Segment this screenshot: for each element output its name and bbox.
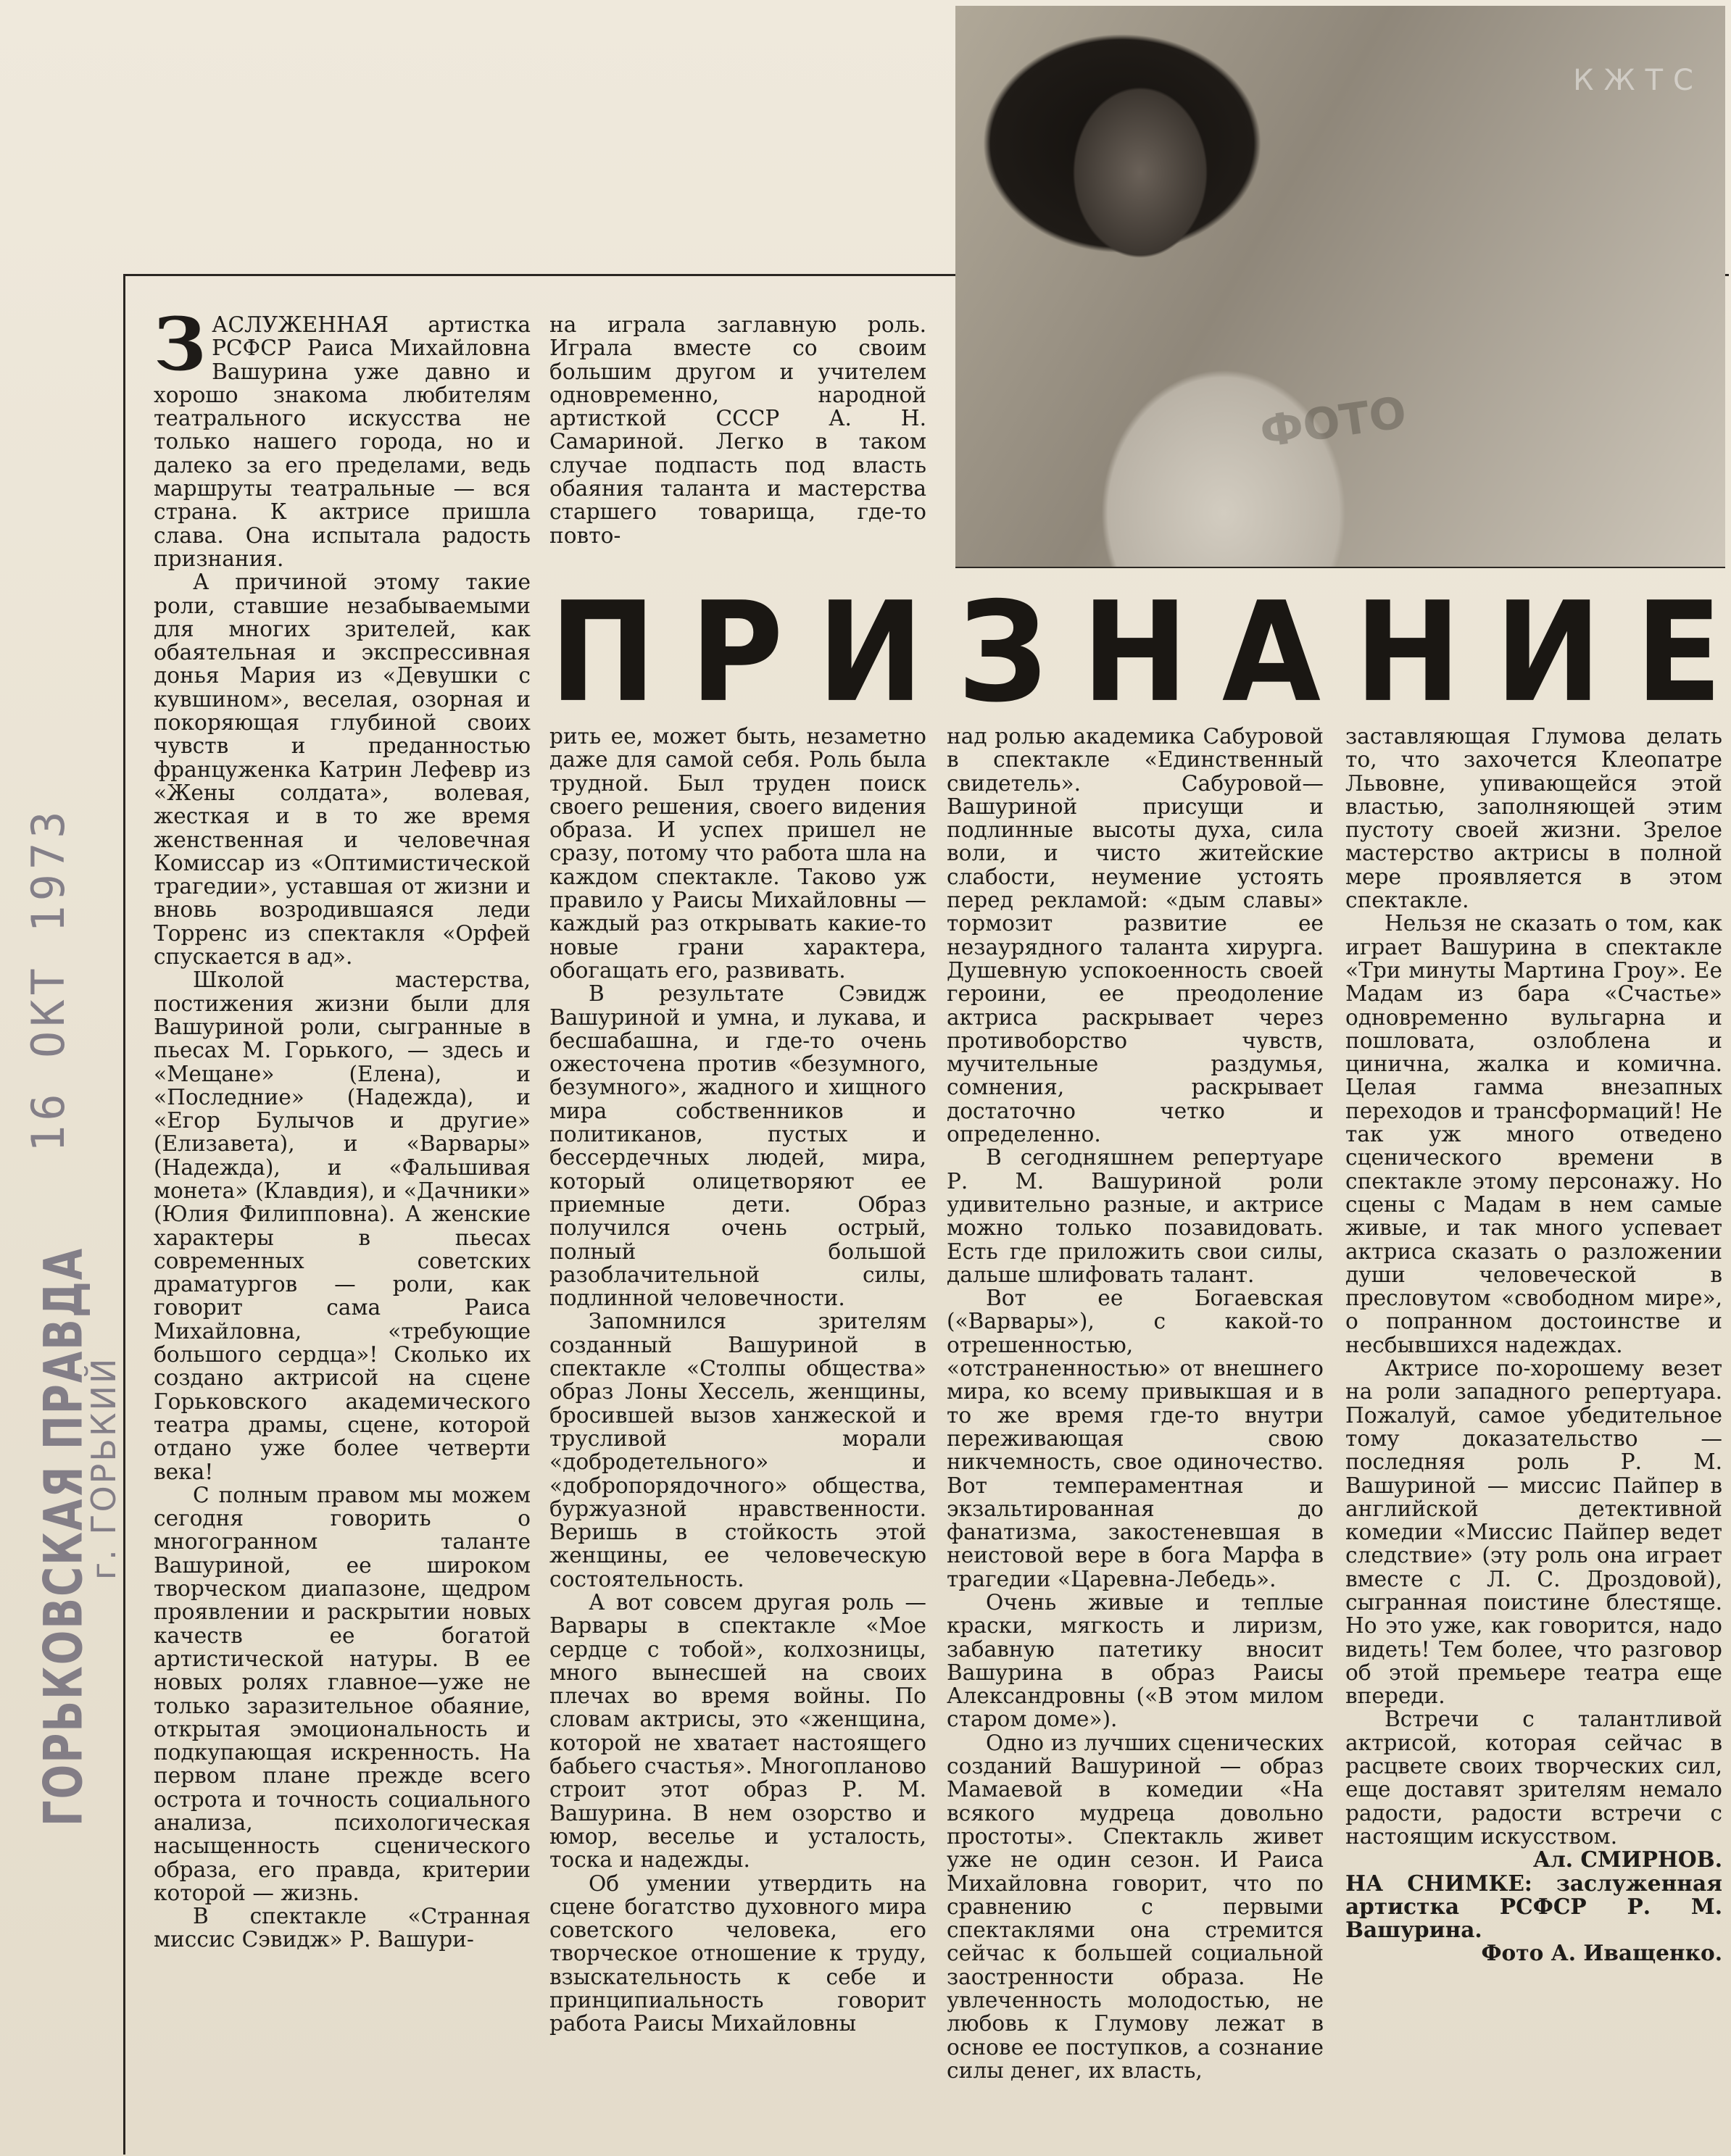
paragraph: рить ее, может быть, незаметно даже для самой себя. Роль была трудной. Был труден поиск своего решения, своего видения образа. И успех пришел не сразу, потому что работа шла на каждом спектакле. Таково уж правило у Раисы Михайловны — каждый раз открывать какие-то новые грани характера, обогащать его, развивать. <box>549 724 926 983</box>
paragraph: В спектакле «Странная миссис Сэвидж» Р. Вашури- <box>154 1904 531 1952</box>
headline-letter: А <box>1221 572 1323 733</box>
headline <box>549 572 1724 733</box>
column-2-top <box>549 313 926 547</box>
city-stamp: г. ГОРЬКИЙ <box>84 1356 123 1580</box>
headline-letter: И <box>817 572 926 733</box>
headline-letter: Е <box>1635 572 1724 733</box>
headline-letter: П <box>549 572 658 733</box>
paragraph: Вот ее Богаевская («Варвары»), с какой-то отрешенностью, «отстраненностью» от внешнего мира, ко всему привыкшая и в то же время где-то внутри переживающая свою никчемность, свое одиночество. Вот темпераментная и экзальтированная до фанатизма, закостеневшая в неистовой вере в бога Марфа в трагедии «Царевна-Лебедь». <box>947 1286 1324 1591</box>
paragraph: В результате Сэвидж Вашуриной и умна, и лукава, и бесшабашна, и где-то очень ожесточена против «безумного, безумного», жадного и хищного мира собственников и политиканов, пустых и бессердечных людей, мира, который олицетворяют ее приемные дети. Образ получился очень острый, полный большой разоблачительной силы, подлинной человечности. <box>549 981 926 1311</box>
paragraph: над ролью академика Сабуровой в спектакле «Единственный свидетель». Сабуровой—Вашуриной присущи и подлинные высоты духа, сила воли, и чисто житейские слабости, неумение устоять перед рекламой: «дым славы» тормозит развитие ее незаурядного таланта хирурга. Душевную успокоенность своей героини, ее преодоление актриса раскрывает через противоборство чувств, мучительные раздумья, сомнения, раскрывает достаточно четко и определенно. <box>947 724 1324 1147</box>
paragraph: Встречи с талантливой актрисой, которая сейчас в расцвете своих творческих сил, еще доставят зрителям немало радости, радости встречи с настоящим искусством. <box>1345 1707 1722 1849</box>
paragraph: заставляющая Глумова делать то, что захочется Клеопатре Львовне, упивающейся этой властью, заполняющей этим пустоту своей жизни. Зрелое мастерство актрисы в полной мере проявляется в этом спектакле. <box>1345 724 1722 913</box>
author-signature: Ал. СМИРНОВ. <box>1532 1847 1722 1873</box>
photo-label: ФОТО <box>1257 387 1410 458</box>
photo-credit: Фото А. Иващенко. <box>1481 1940 1722 1966</box>
paragraph: В сегодняшнем репертуаре Р. М. Вашуриной роли удивительно разные, и актрисе можно только позавидовать. Есть где приложить свои силы, дальше шлифовать талант. <box>947 1145 1324 1287</box>
paragraph: на играла заглавную роль. Играла вместе со своим большим другом и учителем одновременно, народной артисткой СССР А. Н. Самариной. Легко в таком случае подпасть под власть обаяния таланта и мастерства старшего товарища, где-то повто- <box>549 312 926 548</box>
actress-photo <box>955 6 1725 568</box>
paragraph: Одно из лучших сценических созданий Вашуриной — образ Мамаевой в комедии «На всякого мудреца довольно простоты». Спектакль живет уже не один сезон. И Раиса Михайловна говорит, что по сравнению с первыми спектаклями она стремится сейчас к большей социальной заостренности образа. Не увлеченность молодостью, не любовь к Глумову лежат в основе ее поступков, а сознание силы денег, их власть, <box>947 1730 1324 2083</box>
headline-letter: З <box>957 572 1050 733</box>
paragraph: С полным правом мы можем сегодня говорить о многогранном таланте Вашуриной, ее широком творческом диапазоне, щедром проявлении и раскрытии новых качеств ее богатой артистической натуры. В ее новых ролях главное—уже не только заразительное обаяние, открытая эмоциональность и подкупающая искренность. На первом плане прежде всего острота и точность социального анализа, психологическая насыщенность сценического образа, его правда, критерии которой — жизнь. <box>154 1482 531 1905</box>
column-4 <box>1345 725 1722 1965</box>
paragraph: А вот совсем другая роль — Варвары в спектакле «Мое сердце с тобой», колхозницы, много вынесшей на своих плечах во время войны. По словам актрисы, это «женщина, которой не хватает настоящего бабьего счастья». Многопланово строит этот образ Р. М. Вашурина. В нем озорство и юмор, веселье и усталость, тоска и надежды. <box>549 1589 926 1873</box>
paragraph: ЗАСЛУЖЕННАЯ артистка РСФСР Раиса Михайловна Вашурина уже давно и хорошо знакома любителям театрального искусства не только нашего города, но и далеко за его пределами, ведь маршруты театральные — вся страна. К актрисе пришла слава. Она испытала радость признания. <box>154 301 531 571</box>
paragraph: Очень живые и теплые краски, мягкость и лиризм, забавную патетику вносит Вашурина в образ Раисы Александровны («В этом милом старом доме»). <box>947 1589 1324 1732</box>
date-stamp: 16 ОКТ 1973 <box>22 807 75 1152</box>
photo-background-sign: КЖТС <box>1573 64 1703 97</box>
headline-letter: Р <box>689 572 785 733</box>
paragraph: Запомнился зрителям созданный Вашуриной в спектакле «Столпы общества» образ Лоны Хессель, женщины, бросившей вызов ханжеской и трусливой морали «добродетельного» и «добропорядочного» общества, буржуазной нравственности. Веришь в стойкость этой женщины, ее человеческую состоятельность. <box>549 1309 926 1591</box>
column-3 <box>947 725 1324 2082</box>
headline-letter: Н <box>1082 572 1190 733</box>
column-1 <box>154 301 531 1952</box>
headline-letter: И <box>1495 572 1603 733</box>
paragraph: Актрисе по-хорошему везет на роли западного репертуара. Пожалуй, самое убедительное тому доказательство — последняя роль Р. М. Вашуриной — миссис Пайпер в английской детективной комедии «Миссис Пайпер ведет следствие» (эту роль она играет вместе с Л. С. Дроздовой), сыгранная поистине блестяще. Но это уже, как говорится, надо видеть! Тем более, что разговор об этой премьере театра еще впереди. <box>1345 1356 1722 1709</box>
paragraph: А причиной этому такие роли, ставшие незабываемыми для многих зрителей, как обаятельная и экспрессивная донья Мария из «Девушки с кувшином», веселая, озорная и покоряющая глубиной своих чувств и преданностью француженка Катрин Лефевр из «Жены солдата», волевая, жесткая и в то же время женственная и человечная Комиссар из «Оптимистической трагедии», уставшая от жизни и вновь возродившаяся леди Торренс из спектакля «Орфей спускается в ад». <box>154 570 531 970</box>
newspaper-stamp: ГОРЬКОВСКАЯ ПРАВДА <box>33 1246 95 1826</box>
drop-cap: З <box>154 301 207 387</box>
paragraph: Нельзя не сказать о том, как играет Вашурина в спектакле «Три минуты Мартина Гроу». Ее Мадам из бара «Счастье» одновременно вульгарна и пошловата, озлоблена и цинична, жалка и комична. Целая гамма внезапных переходов и трансформаций! Не так уж много отведено сценического времени в спектакле этому персонажу. Но сцены с Мадам в нем самые живые, и так много успевает актриса сказать о разложении души человеческой в пресловутом «свободном мире», о попранном достоинстве и несбывшихся надеждах. <box>1345 911 1722 1357</box>
column-2 <box>549 725 926 2036</box>
headline-letter: Н <box>1354 572 1463 733</box>
paragraph: Об умении утвердить на сцене богатство духовного мира советского человека, его творческое отношение к труду, взыскательность к себе и принципиальность говорит работа Раисы Михайловны <box>549 1870 926 2036</box>
photo-caption: НА СНИМКЕ: заслуженная артистка РСФСР Р. М. Вашурина. <box>1345 1870 1722 1943</box>
paragraph: Школой мастерства, постижения жизни были для Вашуриной роли, сыгранные в пьесах М. Горького, — здесь и «Мещане» (Елена), и «Последние» (Надежда), и «Егор Булычов и другие» (Елизавета), и «Варвары» (Надежда), и «Фальшивая монета» (Клавдия), и «Дачники» (Юлия Филипповна). А женские характеры в пьесах современных советских драматургов — роли, как говорит сама Раиса Михайловна, «требующие большого сердца»! Сколько их создано актрисой на сцене Горьковского академического театра драмы, сцене, которой отдано уже более четверти века! <box>154 967 531 1484</box>
